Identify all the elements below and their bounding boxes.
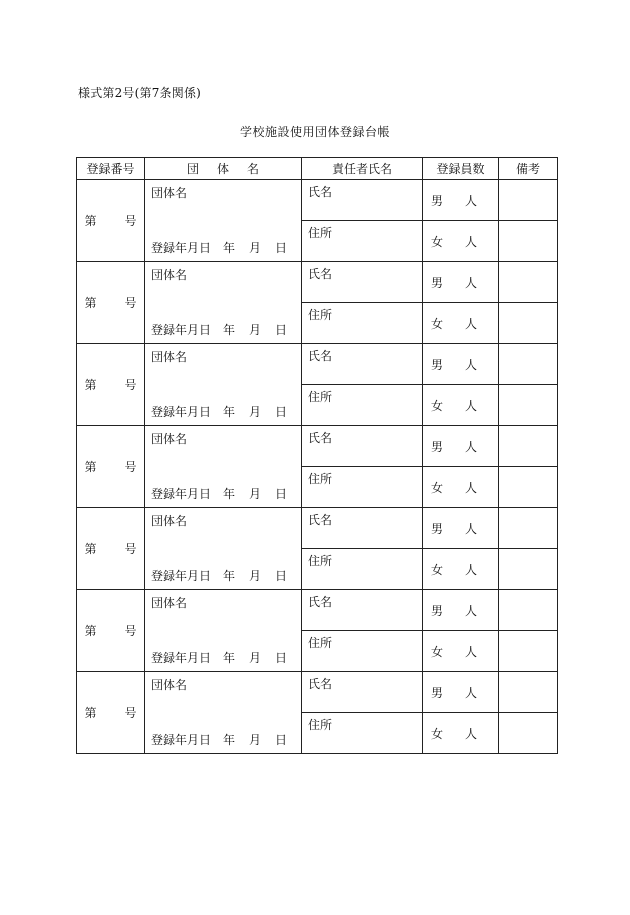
- day-label: 日: [275, 487, 288, 501]
- female-count-cell[interactable]: [423, 713, 499, 754]
- rep-name-label: 氏名: [308, 185, 333, 199]
- dai-label: 第: [84, 460, 97, 474]
- day-label: 日: [275, 733, 288, 747]
- table-row: [77, 344, 558, 385]
- notes-cell[interactable]: [499, 508, 558, 549]
- table-row: [77, 508, 558, 549]
- female-label: 女: [431, 480, 444, 495]
- rep-name-cell[interactable]: [302, 426, 423, 467]
- rep-name-cell[interactable]: [302, 672, 423, 713]
- person-unit: 人: [465, 685, 478, 700]
- notes-cell[interactable]: [499, 180, 558, 221]
- notes-cell[interactable]: [499, 303, 558, 344]
- rep-name-label: 氏名: [308, 677, 333, 691]
- month-label: 月: [249, 569, 262, 583]
- rep-address-label: 住所: [308, 718, 333, 732]
- female-label: 女: [431, 562, 444, 577]
- male-count-cell[interactable]: [423, 508, 499, 549]
- header-group-name-char-2: 体: [216, 162, 229, 176]
- person-unit: 人: [465, 275, 478, 290]
- notes-cell[interactable]: [499, 672, 558, 713]
- go-label: 号: [124, 460, 137, 474]
- go-label: 号: [124, 296, 137, 310]
- group-cell[interactable]: [145, 180, 302, 262]
- female-count-cell[interactable]: [423, 549, 499, 590]
- registration-table: [76, 157, 558, 754]
- rep-address-label: 住所: [308, 472, 333, 486]
- go-label: 号: [124, 624, 137, 638]
- rep-address-cell[interactable]: [302, 221, 423, 262]
- female-count-cell[interactable]: [423, 303, 499, 344]
- rep-address-cell[interactable]: [302, 385, 423, 426]
- rep-address-cell[interactable]: [302, 713, 423, 754]
- registration-date-line: [151, 321, 287, 338]
- group-name-label: 団体名: [151, 432, 188, 446]
- notes-cell[interactable]: [499, 426, 558, 467]
- table-row: [77, 590, 558, 631]
- reg-date-label: 登録年月日: [151, 651, 212, 665]
- male-count-cell[interactable]: [423, 180, 499, 221]
- person-unit: 人: [465, 521, 478, 536]
- dai-label: 第: [84, 542, 97, 556]
- year-label: 年: [223, 487, 236, 501]
- rep-name-label: 氏名: [308, 349, 333, 363]
- form-number-label: 様式第2号(第7条関係): [78, 86, 202, 100]
- person-unit: 人: [465, 316, 478, 331]
- person-unit: 人: [465, 234, 478, 249]
- female-label: 女: [431, 644, 444, 659]
- female-label: 女: [431, 234, 444, 249]
- go-label: 号: [124, 214, 137, 228]
- female-count-cell[interactable]: [423, 467, 499, 508]
- notes-cell[interactable]: [499, 549, 558, 590]
- rep-address-cell[interactable]: [302, 467, 423, 508]
- year-label: 年: [223, 241, 236, 255]
- day-label: 日: [275, 405, 288, 419]
- male-count-cell[interactable]: [423, 672, 499, 713]
- reg-number-cell[interactable]: [77, 180, 145, 262]
- person-unit: 人: [465, 726, 478, 741]
- notes-cell[interactable]: [499, 262, 558, 303]
- month-label: 月: [249, 323, 262, 337]
- male-label: 男: [431, 685, 444, 700]
- registration-date-line: [151, 403, 287, 420]
- rep-name-cell[interactable]: [302, 508, 423, 549]
- document-title: 学校施設使用団体登録台帳: [239, 125, 390, 139]
- rep-address-label: 住所: [308, 554, 333, 568]
- reg-number-cell[interactable]: [77, 590, 145, 672]
- rep-name-cell[interactable]: [302, 590, 423, 631]
- year-label: 年: [223, 405, 236, 419]
- notes-cell[interactable]: [499, 344, 558, 385]
- reg-number-cell[interactable]: [77, 426, 145, 508]
- rep-address-label: 住所: [308, 636, 333, 650]
- male-label: 男: [431, 439, 444, 454]
- registration-date-line: [151, 731, 287, 748]
- reg-date-label: 登録年月日: [151, 569, 212, 583]
- header-member-count: 登録員数: [423, 158, 499, 180]
- person-unit: 人: [465, 398, 478, 413]
- year-label: 年: [223, 651, 236, 665]
- registration-date-line: [151, 485, 287, 502]
- reg-number-cell[interactable]: [77, 508, 145, 590]
- go-label: 号: [124, 706, 137, 720]
- registration-date-line: [151, 239, 287, 256]
- person-unit: 人: [465, 480, 478, 495]
- notes-cell[interactable]: [499, 713, 558, 754]
- month-label: 月: [249, 405, 262, 419]
- notes-cell[interactable]: [499, 467, 558, 508]
- reg-date-label: 登録年月日: [151, 487, 212, 501]
- rep-address-cell[interactable]: [302, 303, 423, 344]
- reg-number-cell[interactable]: [77, 672, 145, 754]
- group-name-label: 団体名: [151, 350, 188, 364]
- day-label: 日: [275, 569, 288, 583]
- reg-date-label: 登録年月日: [151, 405, 212, 419]
- person-unit: 人: [465, 439, 478, 454]
- notes-cell[interactable]: [499, 221, 558, 262]
- rep-address-label: 住所: [308, 390, 333, 404]
- female-count-cell[interactable]: [423, 385, 499, 426]
- male-count-cell[interactable]: [423, 590, 499, 631]
- group-name-label: 団体名: [151, 514, 188, 528]
- rep-name-cell[interactable]: [302, 262, 423, 303]
- rep-name-label: 氏名: [308, 595, 333, 609]
- header-group-name: [145, 158, 302, 180]
- table-row: [77, 262, 558, 303]
- group-name-label: 団体名: [151, 186, 188, 200]
- rep-name-cell[interactable]: [302, 344, 423, 385]
- month-label: 月: [249, 241, 262, 255]
- person-unit: 人: [465, 644, 478, 659]
- reg-number-cell[interactable]: [77, 344, 145, 426]
- female-label: 女: [431, 726, 444, 741]
- month-label: 月: [249, 733, 262, 747]
- go-label: 号: [124, 378, 137, 392]
- table-row: [77, 180, 558, 221]
- male-label: 男: [431, 275, 444, 290]
- dai-label: 第: [84, 378, 97, 392]
- reg-date-label: 登録年月日: [151, 241, 212, 255]
- female-label: 女: [431, 398, 444, 413]
- male-label: 男: [431, 521, 444, 536]
- header-notes: 備考: [499, 158, 558, 180]
- group-cell[interactable]: [145, 508, 302, 590]
- month-label: 月: [249, 651, 262, 665]
- group-cell[interactable]: [145, 672, 302, 754]
- table-row: [77, 426, 558, 467]
- header-group-name-char-3: 名: [247, 162, 260, 176]
- month-label: 月: [249, 487, 262, 501]
- header-reg-number: 登録番号: [77, 158, 145, 180]
- rep-address-cell[interactable]: [302, 549, 423, 590]
- table-header-row: [77, 158, 558, 180]
- person-unit: 人: [465, 603, 478, 618]
- rep-address-cell[interactable]: [302, 631, 423, 672]
- reg-date-label: 登録年月日: [151, 323, 212, 337]
- female-count-cell[interactable]: [423, 631, 499, 672]
- person-unit: 人: [465, 357, 478, 372]
- rep-address-label: 住所: [308, 308, 333, 322]
- group-name-label: 団体名: [151, 596, 188, 610]
- rep-name-cell[interactable]: [302, 180, 423, 221]
- group-name-label: 団体名: [151, 678, 188, 692]
- male-count-cell[interactable]: [423, 262, 499, 303]
- registration-date-line: [151, 649, 287, 666]
- go-label: 号: [124, 542, 137, 556]
- day-label: 日: [275, 323, 288, 337]
- female-count-cell[interactable]: [423, 221, 499, 262]
- dai-label: 第: [84, 296, 97, 310]
- day-label: 日: [275, 651, 288, 665]
- year-label: 年: [223, 569, 236, 583]
- rep-name-label: 氏名: [308, 267, 333, 281]
- notes-cell[interactable]: [499, 631, 558, 672]
- male-label: 男: [431, 357, 444, 372]
- dai-label: 第: [84, 214, 97, 228]
- female-label: 女: [431, 316, 444, 331]
- male-label: 男: [431, 603, 444, 618]
- rep-name-label: 氏名: [308, 513, 333, 527]
- male-count-cell[interactable]: [423, 426, 499, 467]
- person-unit: 人: [465, 562, 478, 577]
- reg-date-label: 登録年月日: [151, 733, 212, 747]
- rep-address-label: 住所: [308, 226, 333, 240]
- day-label: 日: [275, 241, 288, 255]
- dai-label: 第: [84, 624, 97, 638]
- header-group-name-char-1: 団: [186, 162, 199, 176]
- reg-number-cell[interactable]: [77, 262, 145, 344]
- year-label: 年: [223, 733, 236, 747]
- notes-cell[interactable]: [499, 590, 558, 631]
- group-cell[interactable]: [145, 344, 302, 426]
- group-cell[interactable]: [145, 262, 302, 344]
- group-name-label: 団体名: [151, 268, 188, 282]
- table-row: [77, 672, 558, 713]
- group-cell[interactable]: [145, 426, 302, 508]
- male-count-cell[interactable]: [423, 344, 499, 385]
- group-cell[interactable]: [145, 590, 302, 672]
- male-label: 男: [431, 193, 444, 208]
- year-label: 年: [223, 323, 236, 337]
- notes-cell[interactable]: [499, 385, 558, 426]
- header-representative: 責任者氏名: [302, 158, 423, 180]
- registration-date-line: [151, 567, 287, 584]
- dai-label: 第: [84, 706, 97, 720]
- person-unit: 人: [465, 193, 478, 208]
- rep-name-label: 氏名: [308, 431, 333, 445]
